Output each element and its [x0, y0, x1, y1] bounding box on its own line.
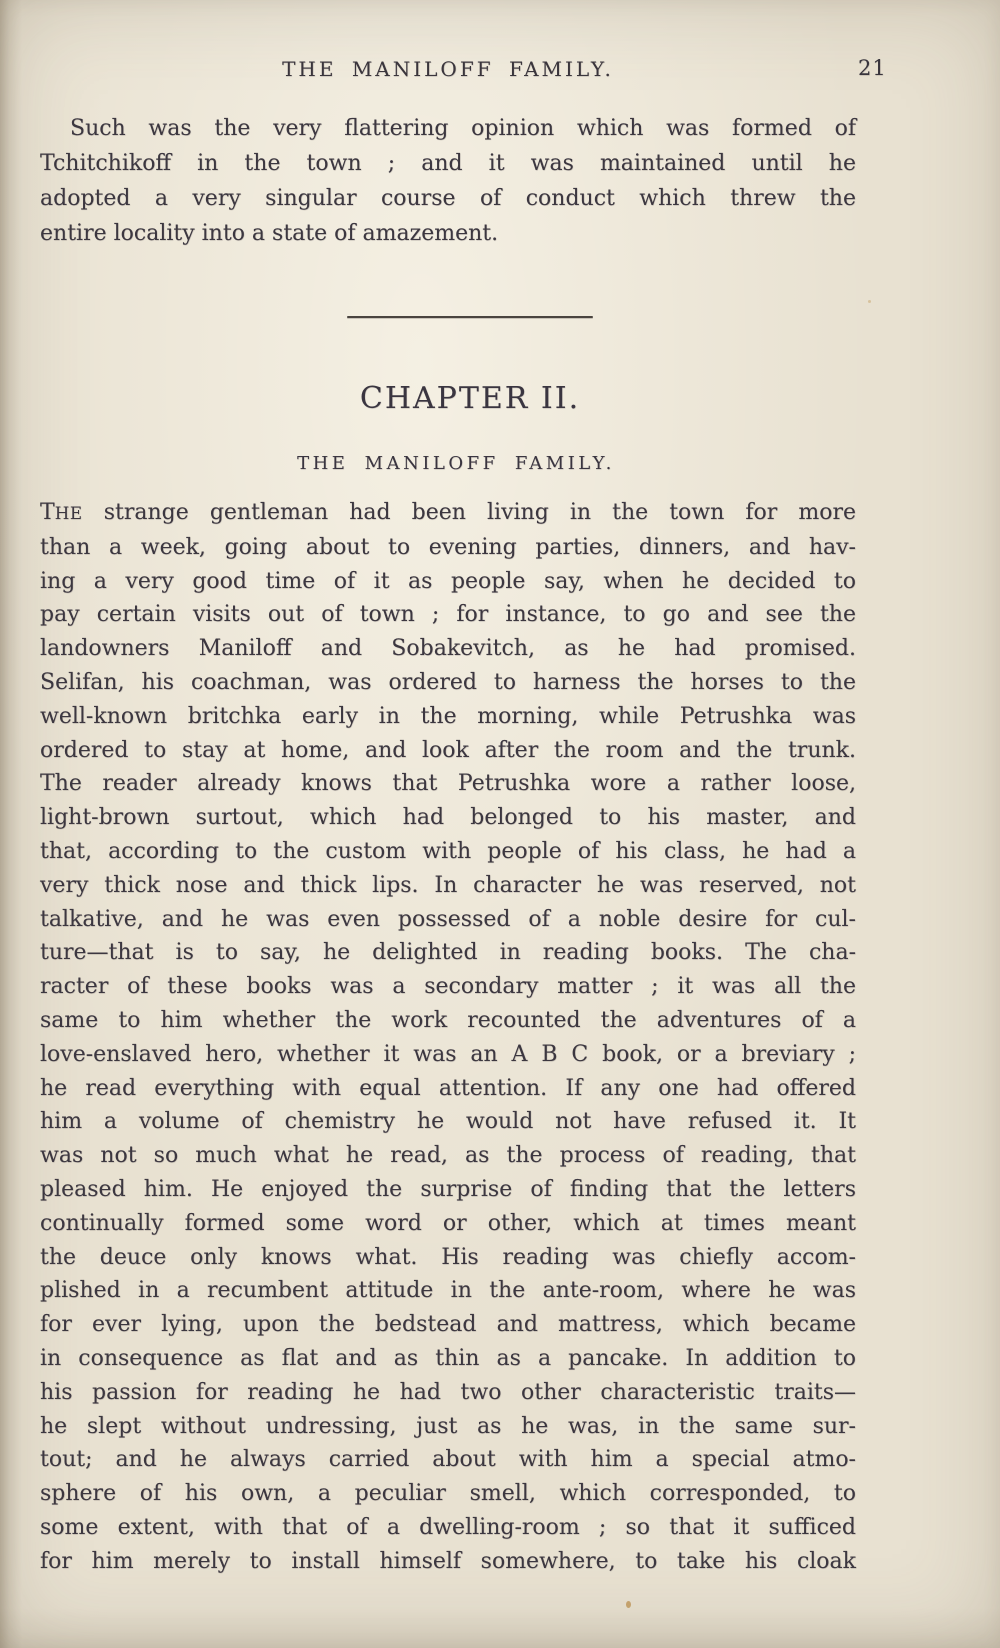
text-line: ordered to stay at home, and look after the room and the trunk. [40, 737, 856, 763]
paper-speck [626, 1601, 631, 1608]
text-line: he slept without undressing, just as he was, in the same sur- [40, 1413, 856, 1439]
text-line: sphere of his own, a peculiar smell, which corresponded, to [40, 1481, 856, 1507]
section-divider-rule [347, 316, 593, 318]
intro-paragraph [40, 111, 856, 251]
text-span: T [40, 500, 55, 525]
text-line: love-enslaved hero, whether it was an A B C book, or a breviary ; [40, 1041, 856, 1067]
page-number: 21 [858, 56, 887, 80]
chapter-subheading: THE MANILOFF FAMILY. [297, 453, 615, 474]
text-line: entire locality into a state of amazement. [40, 221, 499, 246]
text-line: for him merely to install himself somewhere, to take his cloak [40, 1548, 856, 1574]
text-line: plished in a recumbent attitude in the ante-room, where he was [40, 1278, 856, 1304]
text-line: ing a very good time of it as people say, when he decided to [40, 568, 856, 594]
text-line: The reader already knows that Petrushka wore a rather loose, [40, 771, 856, 797]
chapter-heading: CHAPTER II. [359, 381, 581, 416]
text-line: some extent, with that of a dwelling-room ; so that it sufficed [40, 1514, 856, 1540]
running-header: THE MANILOFF FAMILY. [282, 57, 614, 81]
text-line: well-known britchka early in the morning, while Petrushka was [40, 703, 856, 729]
text-line: for ever lying, upon the bedstead and mattress, which became [40, 1312, 856, 1338]
small-caps-text: HE [54, 503, 83, 523]
text-line: continually formed some word or other, which at times meant [40, 1210, 856, 1236]
paper-speck [868, 300, 871, 303]
text-line: that, according to the custom with people of his class, he had a [40, 838, 856, 864]
text-line: the deuce only knows what. His reading was chiefly accom- [40, 1244, 856, 1270]
text-span: strange gentleman had been living in the town for more [82, 500, 856, 525]
text-line: he read everything with equal attention. If any one had offered [40, 1075, 856, 1101]
text-line: racter of these books was a secondary matter ; it was all the [40, 974, 856, 1000]
text-line: adopted a very singular course of conduct which threw the [40, 186, 856, 211]
text-line: landowners Maniloff and Sobakevitch, as he had promised. [40, 636, 856, 662]
text-line: Tchitchikoff in the town ; and it was maintained until he [40, 151, 856, 176]
text-line: Selifan, his coachman, was ordered to harness the horses to the [40, 669, 856, 695]
text-line: than a week, going about to evening parties, dinners, and hav- [40, 534, 856, 560]
text-line: ture—that is to say, he delighted in reading books. The cha- [40, 940, 856, 966]
text-line: pleased him. He enjoyed the surprise of finding that the letters [40, 1176, 856, 1202]
text-line: Such was the very flattering opinion which was formed of [70, 116, 856, 141]
text-line: talkative, and he was even possessed of a noble desire for cul- [40, 906, 856, 932]
text-line: pay certain visits out of town ; for instance, to go and see the [40, 602, 856, 628]
text-line: in consequence as flat and as thin as a pancake. In addition to [40, 1345, 856, 1371]
text-line: same to him whether the work recounted the adventures of a [40, 1007, 856, 1033]
text-line [40, 496, 856, 531]
text-line: his passion for reading he had two other characteristic traits— [40, 1379, 856, 1405]
body-paragraph [40, 496, 856, 1579]
text-line: very thick nose and thick lips. In character he was reserved, not [40, 872, 856, 898]
text-line: him a volume of chemistry he would not have refused it. It [40, 1109, 856, 1135]
text-line: tout; and he always carried about with him a special atmo- [40, 1447, 856, 1473]
text-line: light-brown surtout, which had belonged to his master, and [40, 805, 856, 831]
text-line: was not so much what he read, as the process of reading, that [40, 1143, 856, 1169]
